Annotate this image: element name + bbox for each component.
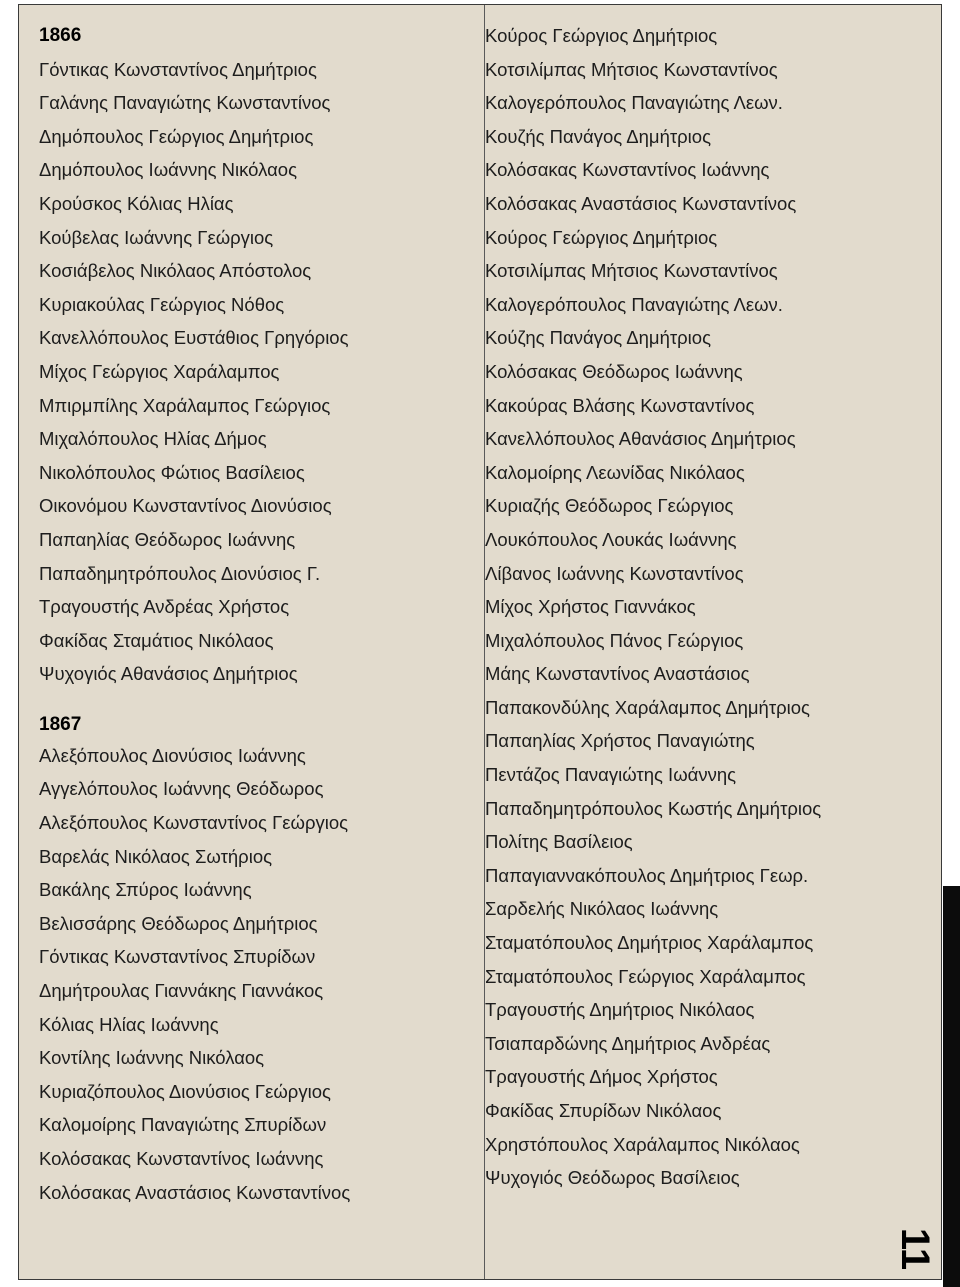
page-number: 11 [893,1227,937,1271]
name-entry: Κουζής Πανάγος Δημήτριος [485,125,712,147]
name-entry: Μίχος Χρήστος Γιαννάκος [485,596,696,618]
name-entry: Κολόσακας Θεόδωρος Ιωάννης [485,360,743,382]
right-column [485,19,821,1195]
section-gap [39,691,350,711]
name-entry: Μπιρμπίλης Χαράλαμπος Γεώργιος [39,394,331,416]
left-column [39,19,350,1209]
name-entry: Παπακονδύλης Χαράλαμπος Δημήτριος [485,696,810,718]
name-entry: Αλεξόπουλος Κωνσταντίνος Γεώργιος [39,812,349,834]
name-entry: Τραγουστής Δημήτριος Νικόλαος [485,999,755,1021]
name-entry: Μιχαλόπουλος Ηλίας Δήμος [39,428,267,450]
name-entry: Καλογερόπουλος Παναγιώτης Λεων. [485,293,783,315]
name-entry: Γόντικας Κωνσταντίνος Δημήτριος [39,58,317,80]
name-entry: Λουκόπουλος Λουκάς Ιωάννης [485,528,737,550]
name-entry: Δημήτρουλας Γιαννάκης Γιαννάκος [39,980,324,1002]
name-entry: Κοτσιλίμπας Μήτσιος Κωνσταντίνος [485,58,778,80]
name-entry: Λίβανος Ιωάννης Κωνσταντίνος [485,562,744,584]
name-entry: Αγγελόπουλος Ιωάννης Θεόδωρος [39,778,324,800]
name-entry: Μάης Κωνσταντίνος Αναστάσιος [485,663,750,685]
name-entry: Σταματόπουλος Γεώργιος Χαράλαμπος [485,965,806,987]
name-entry: Κολόσακας Αναστάσιος Κωνσταντίνος [39,1181,351,1203]
name-entry: Πολίτης Βασίλειος [485,831,633,853]
name-entry: Κούβελας Ιωάννης Γεώργιος [39,226,274,248]
name-entry: Φακίδας Σταμάτιος Νικόλαος [39,629,274,651]
name-entry: Παπαηλίας Χρήστος Παναγιώτης [485,730,755,752]
name-entry: Κολόσακας Κωνσταντίνος Ιωάννης [39,1148,324,1169]
name-entry: Παπαηλίας Θεόδωρος Ιωάννης [39,528,296,550]
name-entry: Βαρελάς Νικόλαος Σωτήριος [39,845,273,867]
name-entry: Κρούσκος Κόλιας Ηλίας [39,192,234,214]
page-edge-dark-tab [943,886,960,1287]
name-entry: Αλεξόπουλος Διονύσιος Ιωάννης [39,744,306,766]
name-entry: Σταματόπουλος Δημήτριος Χαράλαμπος [485,932,814,954]
name-entry: Κόλιας Ηλίας Ιωάννης [39,1013,219,1035]
name-entry: Κούρος Γεώργιος Δημήτριος [485,226,718,248]
name-entry: Γόντικας Κωνσταντίνος Σπυρίδων [39,946,316,968]
name-entry: Παπαγιαννακόπουλος Δημήτριος Γεωρ. [485,864,809,886]
name-entry: Ψυχογιός Αθανάσιος Δημήτριος [39,663,298,685]
name-entry: Μίχος Γεώργιος Χαράλαμπος [39,360,280,382]
name-entry: Βακάλης Σπύρος Ιωάννης [39,879,252,901]
year-heading-1866: 1866 [39,25,82,46]
name-entry: Κανελλόπουλος Ευστάθιος Γρηγόριος [39,327,349,349]
name-entry: Μιχαλόπουλος Πάνος Γεώργιος [485,629,744,651]
name-entry: Νικολόπουλος Φώτιος Βασίλειος [39,461,305,483]
document-page [18,4,942,1280]
name-entry: Χρηστόπουλος Χαράλαμπος Νικόλαος [485,1133,800,1155]
name-entry: Καλομοίρης Λεωνίδας Νικόλαος [485,461,745,483]
name-entry: Κυριαζόπουλος Διονύσιος Γεώργιος [39,1080,331,1102]
name-entry: Κυριακούλας Γεώργιος Νόθος [39,293,285,315]
name-entry: Ψυχογιός Θεόδωρος Βασίλειος [485,1167,740,1189]
name-entry: Παπαδημητρόπουλος Διονύσιος Γ. [39,562,321,584]
name-entry: Καλογερόπουλος Παναγιώτης Λεων. [485,92,783,114]
name-entry: Φακίδας Σπυρίδων Νικόλαος [485,1100,722,1121]
name-entry: Κοτσιλίμπας Μήτσιος Κωνσταντίνος [485,260,778,282]
name-entry: Κολόσακας Αναστάσιος Κωνσταντίνος [485,192,797,214]
name-entry: Δημόπουλος Ιωάννης Νικόλαος [39,159,297,181]
name-entry: Κοντίλης Ιωάννης Νικόλαος [39,1047,265,1069]
name-entry: Κυριαζής Θεόδωρος Γεώργιος [485,495,734,517]
name-entry: Σαρδελής Νικόλαος Ιωάννης [485,898,719,920]
name-entry: Γαλάνης Παναγιώτης Κωνσταντίνος [39,92,331,114]
name-entry: Καλομοίρης Παναγιώτης Σπυρίδων [39,1114,327,1136]
name-entry: Τσιαπαρδώνης Δημήτριος Ανδρέας [485,1032,771,1054]
name-entry: Κολόσακας Κωνσταντίνος Ιωάννης [485,159,770,181]
name-entry: Οικονόμου Κωνσταντίνος Διονύσιος [39,495,332,517]
name-entry: Κούρος Γεώργιος Δημήτριος [485,25,718,46]
name-entry: Παπαδημητρόπουλος Κωστής Δημήτριος [485,797,822,819]
name-entry: Τραγουστής Ανδρέας Χρήστος [39,596,290,618]
name-entry: Τραγουστής Δήμος Χρήστος [485,1066,718,1088]
name-entry: Δημόπουλος Γεώργιος Δημήτριος [39,125,314,147]
name-entry: Κακούρας Βλάσης Κωνσταντίνος [485,394,755,416]
name-entry: Κοσιάβελος Νικόλαος Απόστολος [39,260,312,282]
year-heading-1867: 1867 [39,713,82,735]
name-entry: Πεντάζος Παναγιώτης Ιωάννης [485,764,737,786]
name-entry: Κανελλόπουλος Αθανάσιος Δημήτριος [485,428,796,450]
name-entry: Βελισσάρης Θεόδωρος Δημήτριος [39,912,318,934]
name-entry: Κούζης Πανάγος Δημήτριος [485,327,712,349]
